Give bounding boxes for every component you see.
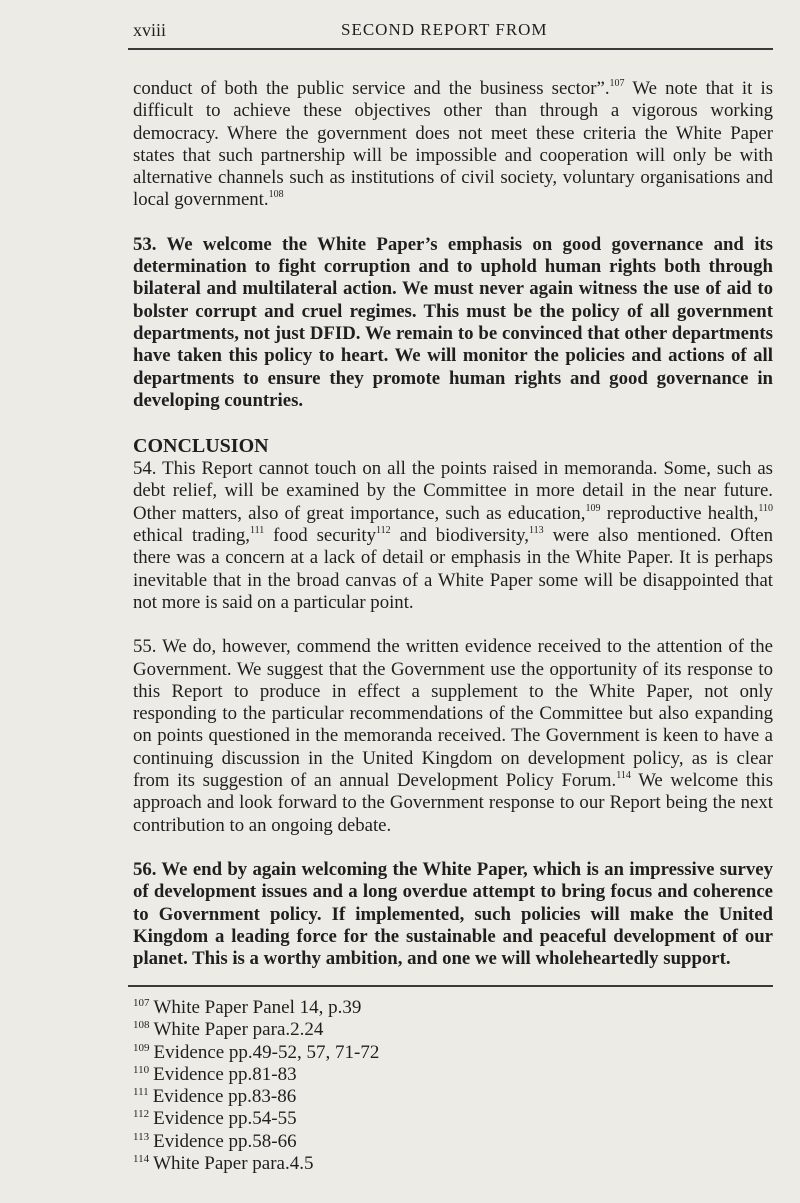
page-header [133, 20, 773, 42]
footnote-number: 112 [133, 1108, 150, 1121]
footnote-number: 113 [133, 1130, 150, 1143]
footnotes [133, 997, 773, 1175]
footnote-ref[interactable]: 108 [268, 189, 284, 201]
paragraph-52-continued: conduct of both the public service and the business sector”.$^{107}$ We note that it is difficult to achieve these objectives other than through a vigorous working democracy. Where the government does not meet these criteria the White Paper states that such partnership will be impossible and cooperation will only be with alternative channels such as institutions of civil society, voluntary organisations and local government.$^{108}$ [133, 78, 774, 211]
footnote-ref[interactable]: 114 [616, 770, 631, 782]
footnote-item [133, 1108, 773, 1130]
paragraph-54: 54. This Report cannot touch on all the points raised in memoranda. Some, such as debt relief, will be examined by the Committee in more detail in the near future. Other matters, also of great importance, such as education,$^{109}$ reproductive health,$^{110}$ ethical trading,$^{111}$ food security$^{112}$ and biodiversity,$^{113}$ were also mentioned. Often there was a concern at a lack of detail or emphasis in the White Paper. It is perhaps inevitable that in the broad canvas of a White Paper some will be disappointed that not more is said on a particular point. [133, 458, 773, 613]
footnote-text: White Paper para.4.5 [153, 1153, 314, 1175]
footnote-item [133, 1086, 773, 1108]
footnote-number: 110 [133, 1063, 150, 1076]
footnote-number: 111 [133, 1086, 149, 1099]
footnote-rule [128, 985, 773, 987]
footnote-ref[interactable]: 113 [528, 525, 544, 537]
running-title: SECOND REPORT FROM [341, 20, 548, 39]
footnote-ref[interactable]: 109 [585, 502, 601, 514]
footnote-item [133, 1042, 773, 1064]
footnote-text: Evidence pp.58-66 [153, 1130, 297, 1152]
footnote-number: 109 [133, 1041, 150, 1054]
footnote-text: White Paper Panel 14, p.39 [153, 997, 362, 1018]
report-body [133, 78, 773, 970]
footnote-text: Evidence pp.49-52, 57, 71-72 [153, 1041, 380, 1063]
footnote-item [133, 997, 773, 1019]
footnote-text: Evidence pp.54-55 [153, 1108, 297, 1130]
footnote-number: 107 [133, 997, 150, 1009]
conclusion-heading: CONCLUSION [133, 435, 269, 458]
footnote-item [133, 1153, 773, 1175]
footnote-text: White Paper para.2.24 [153, 1019, 324, 1041]
footnote-number: 114 [133, 1153, 150, 1166]
footnote-ref[interactable]: 111 [249, 525, 265, 537]
paragraph-53: 53. We welcome the White Paper’s emphasis on good governance and its determination to fight corruption and to uphold human rights both through bilateral and multilateral action. We must never again witness the use of aid to bolster corrupt and cruel regimes. This must be the policy of all government departments, not just DFID. We remain to be convinced that other departments have taken this policy to heart. We will monitor the policies and actions of all departments to ensure they promote human rights and good governance in developing countries. [133, 233, 773, 411]
footnote-item [133, 1019, 773, 1041]
footnote-item [133, 1064, 773, 1086]
paragraph-55: 55. We do, however, commend the written evidence received to the attention of the Government. We suggest that the Government use the opportunity of its response to this Report to produce in effect a supplement to the White Paper, not only responding to the particular recommendations of the Committee but also expanding on points questioned in the memoranda received. The Government is keen to have a continuing discussion in the United Kingdom on development policy, as is clear from its suggestion of an annual Development Policy Forum.$^{114}$ We welcome this approach and look forward to the Government response to our Report being the next contribution to an ongoing debate. [133, 636, 773, 836]
footnote-ref[interactable]: 107 [609, 78, 625, 89]
header-rule [128, 48, 773, 50]
page-number: xviii [133, 20, 167, 40]
footnote-number: 108 [133, 1019, 150, 1032]
footnote-text: Evidence pp.83-86 [152, 1086, 297, 1108]
footnote-ref[interactable]: 110 [758, 502, 773, 514]
footnote-ref[interactable]: 112 [376, 525, 391, 537]
paragraph-56: 56. We end by again welcoming the White Paper, which is an impressive survey of development issues and a long overdue attempt to bring focus and coherence to Government policy. If implemented, such policies will make the United Kingdom a leading force for the sustainable and peaceful development of our planet. This is a worthy ambition, and one we will wholeheartedly support. [133, 858, 773, 970]
footnote-text: Evidence pp.81-83 [153, 1063, 297, 1085]
footnote-item [133, 1131, 773, 1153]
